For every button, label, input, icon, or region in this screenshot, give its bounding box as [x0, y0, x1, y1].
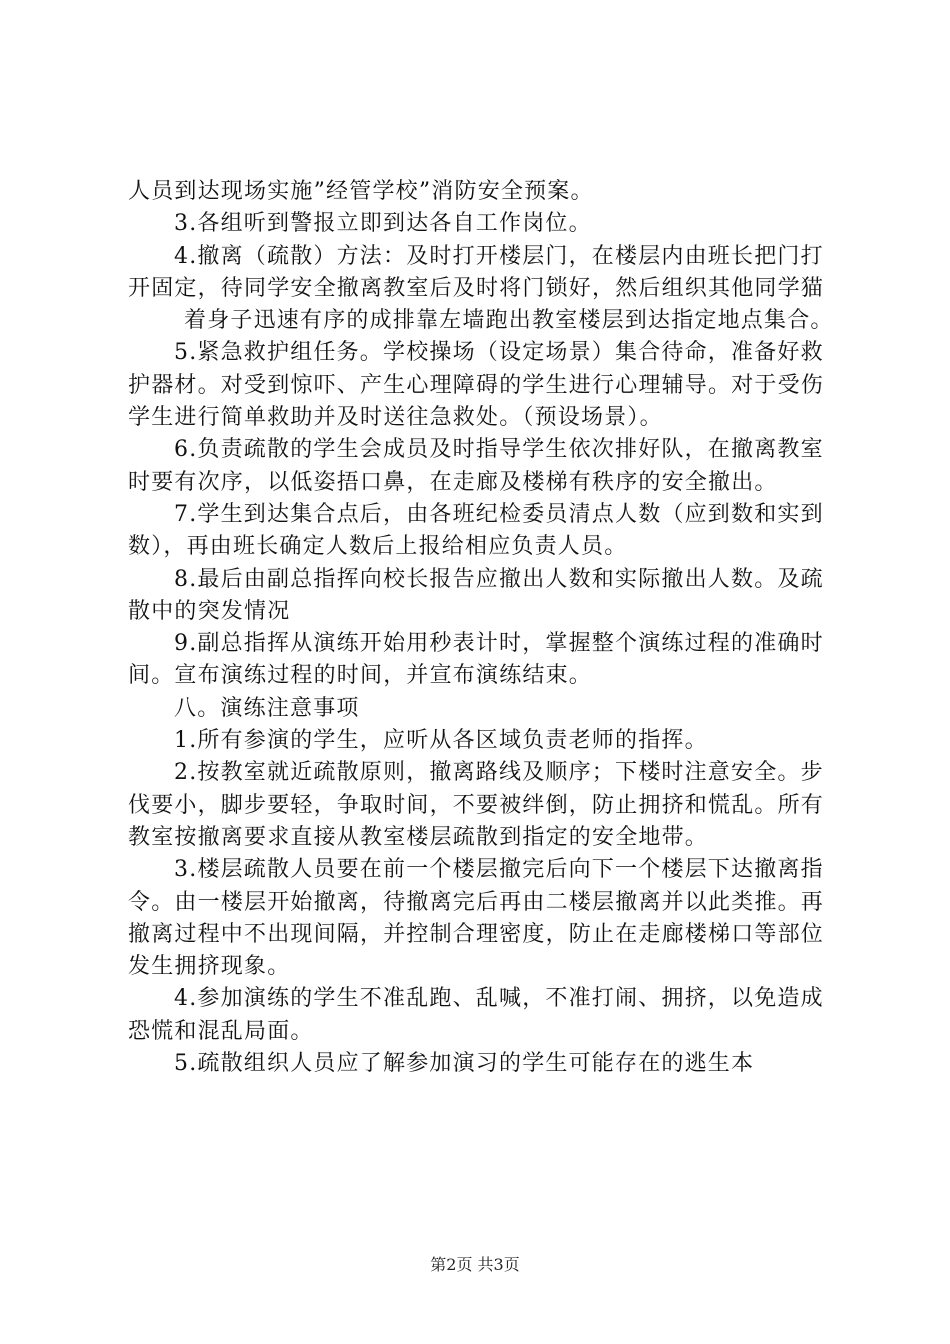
paragraph: 9.副总指挥从演练开始用秒表计时，掌握整个演练过程的准确时间。宣布演练过程的时间，并宣布演练结束。: [128, 631, 824, 689]
paragraph: 3.楼层疏散人员要在前一个楼层撤完后向下一个楼层下达撤离指令。由一楼层开始撤离，待撤离完后再由二楼层撤离并以此类推。再撤离过程中不出现间隔，并控制合理密度，防止在走廊楼梯口等部位发生拥挤现象。: [128, 857, 825, 980]
paragraph: 4.参加演练的学生不准乱跑、乱喊，不准打闹、拥挤，以免造成恐慌和混乱局面。: [128, 986, 824, 1044]
document-body: [128, 176, 842, 1080]
paragraph: 1.所有参演的学生，应听从各区域负责老师的指挥。: [174, 728, 708, 754]
paragraph: 5.紧急救护组任务。学校操场（设定场景）集合待命，准备好救护器材。对受到惊吓、产生心理障碍的学生进行心理辅导。对于受伤学生进行简单救助并及时送往急救处。（预设场景）。: [128, 340, 825, 431]
section-heading: 八。演练注意事项: [174, 695, 360, 721]
page-number-footer: 第2页 共3页: [430, 1255, 520, 1274]
paragraph: 7.学生到达集合点后，由各班纪检委员清点人数（应到数和实到数），再由班长确定人数后上报给相应负责人员。: [128, 501, 824, 560]
paragraph: 3.各组听到警报立即到达各自工作岗位。: [174, 211, 592, 237]
paragraph: 人员到达现场实施”经管学校”消防安全预案。: [128, 179, 594, 204]
paragraph: 2.按教室就近疏散原则，撤离路线及顺序；下楼时注意安全。步伐要小，脚步要轻，争取时间，不要被绊倒，防止拥挤和慌乱。所有教室按撤离要求直接从教室楼层疏散到指定的安全地带。: [128, 760, 825, 850]
paragraph: 5.疏散组织人员应了解参加演习的学生可能存在的逃生本: [174, 1051, 755, 1077]
paragraph: 着身子迅速有序的成排靠左墙跑出教室楼层到达指定地点集合。: [184, 308, 834, 334]
paragraph: 4.撤离（疏散）方法：及时打开楼层门，在楼层内由班长把门打开固定，待同学安全撤离教室后及时将门锁好，然后组织其他同学猫: [128, 243, 825, 301]
paragraph: 8.最后由副总指挥向校长报告应撤出人数和实际撤出人数。及疏散中的突发情况: [128, 566, 824, 624]
paragraph: 6.负责疏散的学生会成员及时指导学生依次排好队，在撤离教室时要有次序，以低姿捂口鼻，在走廊及楼梯有秩序的安全撤出。: [128, 437, 824, 495]
